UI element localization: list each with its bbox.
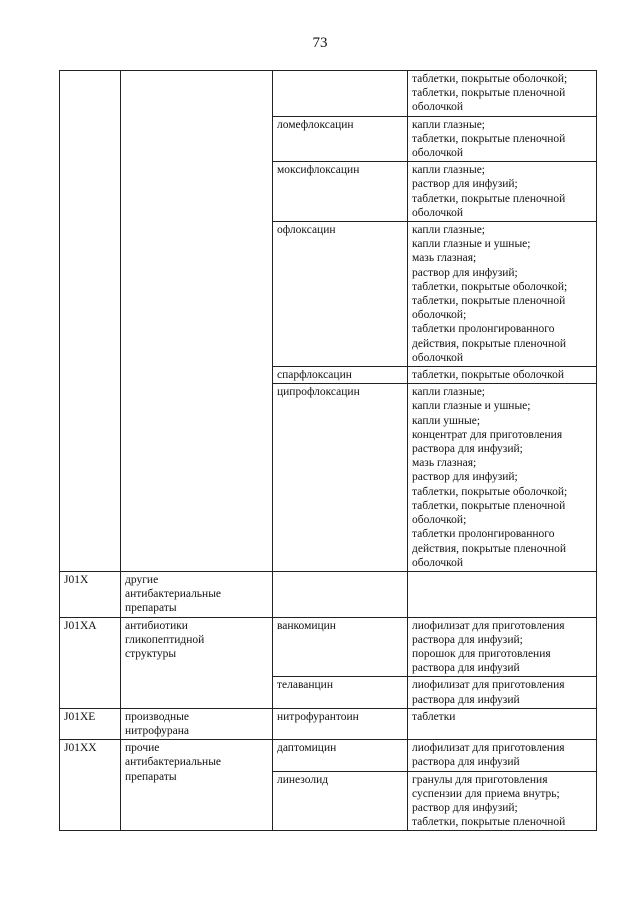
drug-name-cell: моксифлоксацин <box>273 162 408 222</box>
dosage-form-line: таблетки, покрытые пленочной <box>412 816 566 829</box>
group-cell <box>121 71 273 572</box>
dosage-forms-cell <box>408 222 597 367</box>
table-row <box>60 571 597 617</box>
table-row <box>60 740 597 771</box>
dosage-forms-cell <box>408 771 597 831</box>
drug-name-cell: ципрофлоксацин <box>273 384 408 572</box>
dosage-forms-cell <box>408 708 597 739</box>
dosage-form-line: лиофилизат для приготовления <box>412 679 565 692</box>
group-line: прочие <box>125 742 160 755</box>
dosage-forms-cell <box>408 677 597 708</box>
dosage-form-line: таблетки, покрытые оболочкой; <box>412 280 568 293</box>
dosage-form-line: таблетки, покрытые оболочкой; <box>412 73 568 85</box>
group-cell <box>121 708 273 739</box>
dosage-forms-cell <box>408 384 597 572</box>
dosage-form-line: таблетки, покрытые пленочной <box>412 192 566 205</box>
atc-code-cell <box>60 71 121 572</box>
dosage-form-line: раствора для инфузий; <box>412 633 523 646</box>
dosage-forms-cell <box>408 116 597 162</box>
group-line: препараты <box>125 602 177 615</box>
dosage-form-line: таблетки, покрытые оболочкой <box>412 369 564 382</box>
drug-name-cell: даптомицин <box>273 740 408 771</box>
group-cell <box>121 571 273 617</box>
dosage-forms-cell <box>408 571 597 617</box>
dosage-form-line: суспензии для приема внутрь; <box>412 787 560 800</box>
group-line: антибактериальные <box>125 588 222 601</box>
dosage-form-line: мазь глазная; <box>412 457 477 470</box>
atc-code-cell: J01XE <box>60 708 121 739</box>
drug-name-cell: нитрофурантоин <box>273 708 408 739</box>
drug-name-cell: ломефлоксацин <box>273 116 408 162</box>
dosage-form-line: концентрат для приготовления <box>412 428 563 441</box>
table-row <box>60 617 597 677</box>
dosage-form-line: оболочкой; <box>412 514 467 527</box>
dosage-form-line: оболочкой <box>412 206 464 219</box>
dosage-form-line: таблетки, покрытые пленочной <box>412 499 566 512</box>
group-line: нитрофурана <box>125 724 190 737</box>
dosage-form-line: раствор для инфузий; <box>412 266 518 279</box>
dosage-form-line: раствора для инфузий <box>412 662 520 675</box>
group-cell <box>121 617 273 708</box>
atc-code-cell: J01XA <box>60 617 121 708</box>
dosage-form-line: действия, покрытые пленочной <box>412 337 567 350</box>
dosage-form-line: лиофилизат для приготовления <box>412 619 565 632</box>
drug-name-cell <box>273 71 408 117</box>
page-number: 73 <box>312 35 328 51</box>
group-line: препараты <box>125 770 177 783</box>
dosage-form-line: оболочкой <box>412 101 464 114</box>
group-cell <box>121 740 273 831</box>
dosage-form-line: раствора для инфузий; <box>412 443 523 456</box>
dosage-form-line: мазь глазная; <box>412 252 477 265</box>
table-row <box>60 708 597 739</box>
group-line: производные <box>125 710 189 723</box>
group-line: гликопептидной <box>125 633 205 646</box>
dosage-form-line: таблетки, покрытые пленочной <box>412 295 566 308</box>
drug-name-cell <box>273 571 408 617</box>
drug-name-cell: спарфлоксацин <box>273 367 408 384</box>
group-line: другие <box>125 573 159 586</box>
dosage-form-line: оболочкой <box>412 147 464 160</box>
dosage-form-line: капли глазные и ушные; <box>412 238 531 251</box>
dosage-forms-cell <box>408 617 597 677</box>
dosage-form-line: капли глазные; <box>412 118 485 131</box>
dosage-form-line: раствора для инфузий <box>412 693 520 706</box>
dosage-form-line: раствор для инфузий; <box>412 471 518 484</box>
dosage-forms-cell <box>408 162 597 222</box>
dosage-form-line: капли ушные; <box>412 414 481 427</box>
dosage-form-line: гранулы для приготовления <box>412 773 548 786</box>
atc-code-cell: J01X <box>60 571 121 617</box>
dosage-form-line: раствор для инфузий; <box>412 801 518 814</box>
dosage-form-line: лиофилизат для приготовления <box>412 742 565 755</box>
dosage-form-line: раствора для инфузий <box>412 756 520 769</box>
dosage-form-line: таблетки, покрытые пленочной <box>412 87 566 100</box>
drug-name-cell: ванкомицин <box>273 617 408 677</box>
dosage-forms-cell <box>408 367 597 384</box>
dosage-form-line: оболочкой <box>412 351 464 364</box>
dosage-form-line: таблетки пролонгированного <box>412 528 555 541</box>
group-line: антибактериальные <box>125 756 222 769</box>
dosage-form-line: таблетки, покрытые оболочкой; <box>412 485 568 498</box>
group-line: антибиотики <box>125 619 188 632</box>
dosage-forms-cell <box>408 71 597 117</box>
dosage-form-line: раствор для инфузий; <box>412 178 518 191</box>
dosage-form-line: капли глазные и ушные; <box>412 400 531 413</box>
drug-name-cell: линезолид <box>273 771 408 831</box>
dosage-form-line: таблетки пролонгированного <box>412 323 555 336</box>
dosage-form-line: капли глазные; <box>412 164 485 177</box>
table-row <box>60 71 597 117</box>
atc-code-cell: J01XX <box>60 740 121 831</box>
dosage-form-line: действия, покрытые пленочной <box>412 542 567 555</box>
dosage-form-line: порошок для приготовления <box>412 647 551 660</box>
group-line: структуры <box>125 647 177 660</box>
dosage-form-line: оболочкой; <box>412 309 467 322</box>
drug-name-cell: телаванцин <box>273 677 408 708</box>
dosage-form-line: оболочкой <box>412 556 464 569</box>
drug-table <box>59 70 597 831</box>
dosage-forms-cell <box>408 740 597 771</box>
dosage-form-line: таблетки, покрытые пленочной <box>412 132 566 145</box>
dosage-form-line: капли глазные; <box>412 386 485 399</box>
dosage-form-line: таблетки <box>412 710 456 723</box>
dosage-form-line: капли глазные; <box>412 224 485 237</box>
drug-name-cell: офлоксацин <box>273 222 408 367</box>
